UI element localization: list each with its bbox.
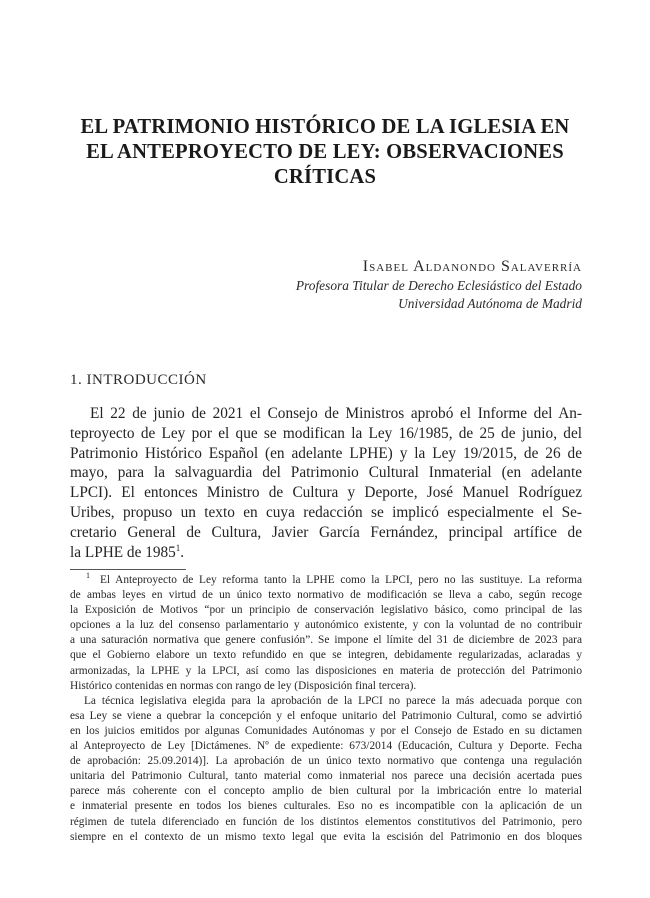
body-line: El 22 de junio de 2021 el Consejo de Ministros aprobó el Informe del An- bbox=[90, 405, 582, 422]
footnote-line: $^1$ El Anteproyecto de Ley reforma tanto la LPHE como la LPCI, pero no las sustituye. La reforma bbox=[86, 571, 582, 586]
body-line: LPCI). El entonces Ministro de Cultura y Deporte, José Manuel Rodríguez bbox=[70, 484, 582, 502]
author-name: Isabel Aldanondo Salaverría bbox=[362, 258, 582, 275]
footnote-line: régimen de tutela diferenciado en función de los distintos elementos constitutivos del Patrimonio, pero bbox=[70, 815, 582, 828]
footnote-line: unitaria del Patrimonio Cultural, tanto material como inmaterial nos parece una decisión acertada pues bbox=[70, 770, 582, 783]
author-institution: Universidad Autónoma de Madrid bbox=[398, 296, 582, 311]
footnote-line: opciones a la luz del consenso parlamentario y autonómico existente, y con la voluntad de no contribuir bbox=[70, 619, 582, 632]
footnote-number: 1 bbox=[86, 571, 90, 581]
body-line: teproyecto de Ley por el que se modifican la Ley 16/1985, de 25 de junio, del bbox=[70, 424, 582, 442]
footnote-line: La técnica legislativa elegida para la aprobación de la LPCI no parece la más adecuada porque con bbox=[84, 694, 582, 707]
footnote bbox=[70, 573, 582, 845]
title-line: CRÍTICAS bbox=[273, 166, 377, 188]
footnote-reference[interactable]: 1 bbox=[175, 542, 181, 553]
footnote-line: siempre en el contexto de un mismo texto legal que evita la escisión del Patrimonio en dos bloques bbox=[70, 830, 582, 843]
body-paragraph bbox=[70, 404, 582, 562]
article-title bbox=[60, 115, 590, 190]
title-line: EL ANTEPROYECTO DE LEY: OBSERVACIONES bbox=[86, 141, 564, 163]
footnote-line: en los juicios emitidos por algunas Comunidades Autónomas y por el Consejo de Estado en su dictamen bbox=[70, 724, 582, 737]
section-heading: 1. INTRODUCCIÓN bbox=[70, 372, 207, 388]
body-line: cretario General de Cultura, Javier García Fernández, principal artífice de bbox=[70, 523, 582, 541]
body-line: la LPHE de 1985 bbox=[70, 543, 176, 561]
footnote-line: esa Ley se viene a quebrar la concepción y el enfoque unitario del Patrimonio Cultural, como se advirtió bbox=[70, 709, 582, 722]
body-line: Uribes, propuso un texto en cuya redacción se implicó especialmente el Se- bbox=[70, 503, 582, 521]
footnote-line: la Exposición de Motivos “por un principio de conservación legislativo básico, como principal de las bbox=[70, 604, 582, 617]
body-line: mayo, para la salvaguardia del Patrimonio Cultural Inmaterial (en adelante bbox=[70, 464, 582, 482]
footnote-line: de aprobación: 25.09.2014)]. La aprobación de un único texto normativo que contenga una regulación bbox=[70, 755, 582, 768]
footnote-line: a una saturación normativa que genere confusión”. Se impone el límite del 31 de diciembre de 2023 para bbox=[70, 634, 582, 647]
footnote-line: Histórico contenidas en normas con rango de ley (Disposición final tercera). bbox=[70, 679, 417, 692]
footnote-divider bbox=[70, 569, 186, 570]
footnote-line: al Anteproyecto de Ley [Dictámenes. Nº de expediente: 673/2014 (Educación, Cultura y Deporte. Fecha bbox=[70, 740, 582, 753]
footnote-line: e inmaterial presente en todos los bienes culturales. Eso no es incompatible con la aplicación de un bbox=[70, 800, 582, 813]
body-line-last: la LPHE de 1985$^1$. bbox=[70, 542, 185, 561]
footnote-line: armonizadas, la LPHE y la LPCI, así como las disposiciones en materia de protección del Patrimonio bbox=[70, 664, 582, 677]
footnote-line: que el Gobierno elabore un texto refundido en que se integren, debidamente regularizadas, aclaradas y bbox=[70, 649, 582, 662]
body-line: Patrimonio Histórico Español (en adelante LPHE) y la Ley 19/2015, de 26 de bbox=[70, 444, 582, 462]
title-line: EL PATRIMONIO HISTÓRICO DE LA IGLESIA EN bbox=[80, 116, 570, 138]
footnote-line: de ambas leyes en virtud de un único texto normativo de modificación se lleva a cabo, según recoge bbox=[70, 589, 582, 602]
author-position: Profesora Titular de Derecho Eclesiástico del Estado bbox=[295, 278, 582, 293]
footnote-line: parece más coherente con el concepto amplio de bien cultural por la imbricación entre lo material bbox=[70, 785, 582, 798]
author-block bbox=[296, 257, 582, 313]
